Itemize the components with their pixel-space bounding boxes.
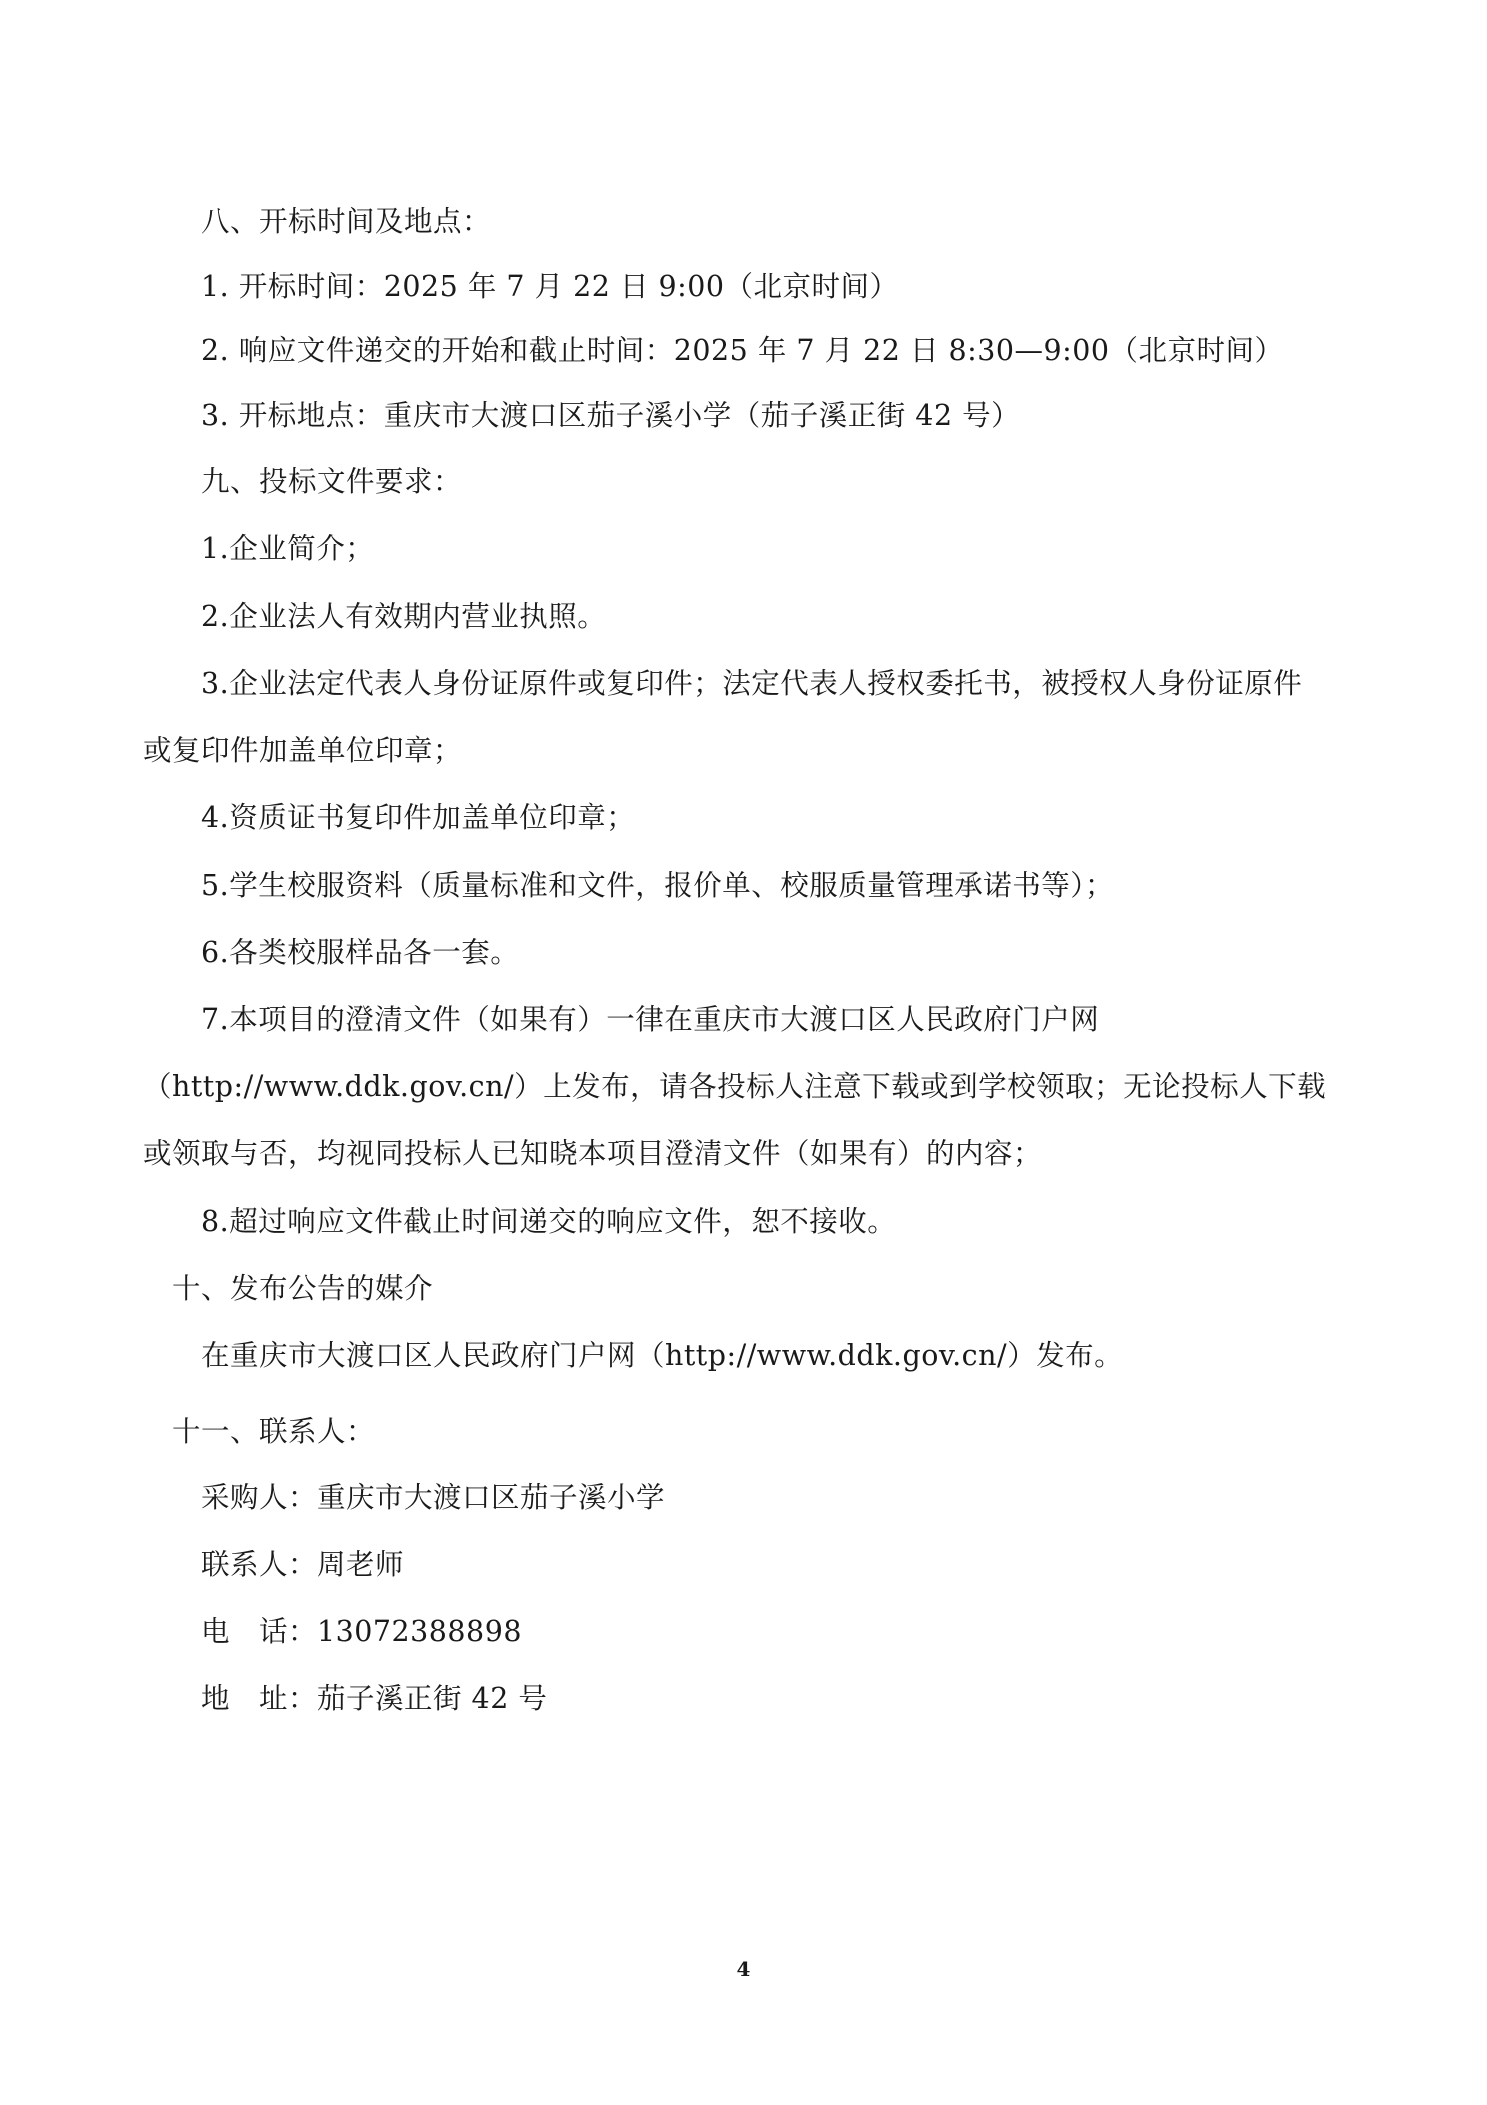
section-9-item-1: 1.企业简介； <box>201 532 375 565</box>
section-9-item-8: 8.超过响应文件截止时间递交的响应文件，恕不接收。 <box>201 1205 897 1238</box>
section-9-item-3: 3.企业法定代表人身份证原件或复印件；法定代表人授权委托书，被授权人身份证原件 <box>201 667 1303 700</box>
section-10-body: 在重庆市大渡口区人民政府门户网（http://www.ddk.gov.cn/）发布。 <box>201 1339 1124 1372</box>
section-9-item-6: 6.各类校服样品各一套。 <box>201 936 520 969</box>
section-8-item-2: 2. 响应文件递交的开始和截止时间：2025 年 7 月 22 日 8:30—9:00（北京时间） <box>201 334 1284 367</box>
section-11-purchaser: 采购人：重庆市大渡口区茄子溪小学 <box>201 1481 666 1514</box>
section-8-item-1: 1. 开标时间：2025 年 7 月 22 日 9:00（北京时间） <box>201 270 899 303</box>
section-9-item-7: 7.本项目的澄清文件（如果有）一律在重庆市大渡口区人民政府门户网 <box>201 1003 1100 1036</box>
section-9-item-5: 5.学生校服资料（质量标准和文件，报价单、校服质量管理承诺书等）； <box>201 869 1114 902</box>
section-9-item-7-cont-2: 或领取与否，均视同投标人已知晓本项目澄清文件（如果有）的内容； <box>143 1137 1043 1170</box>
section-10-heading: 十、发布公告的媒介 <box>172 1272 434 1305</box>
section-9-item-4: 4.资质证书复印件加盖单位印章； <box>201 801 636 834</box>
section-11-contact: 联系人：周老师 <box>201 1548 405 1581</box>
section-9-heading: 九、投标文件要求： <box>201 465 463 498</box>
section-11-phone: 电 话：13072388898 <box>201 1615 522 1648</box>
section-8-item-3: 3. 开标地点：重庆市大渡口区茄子溪小学（茄子溪正街 42 号） <box>201 399 1021 432</box>
section-9-item-7-cont-1: （http://www.ddk.gov.cn/）上发布，请各投标人注意下载或到学校领取；无论投标人下载 <box>143 1070 1327 1103</box>
section-9-item-2: 2.企业法人有效期内营业执照。 <box>201 600 607 633</box>
section-11-address: 地 址：茄子溪正街 42 号 <box>201 1682 548 1715</box>
section-11-heading: 十一、联系人： <box>172 1415 376 1448</box>
page-number: 4 <box>736 1957 751 1981</box>
section-8-heading: 八、开标时间及地点： <box>201 205 492 238</box>
section-9-item-3-cont: 或复印件加盖单位印章； <box>143 734 463 767</box>
